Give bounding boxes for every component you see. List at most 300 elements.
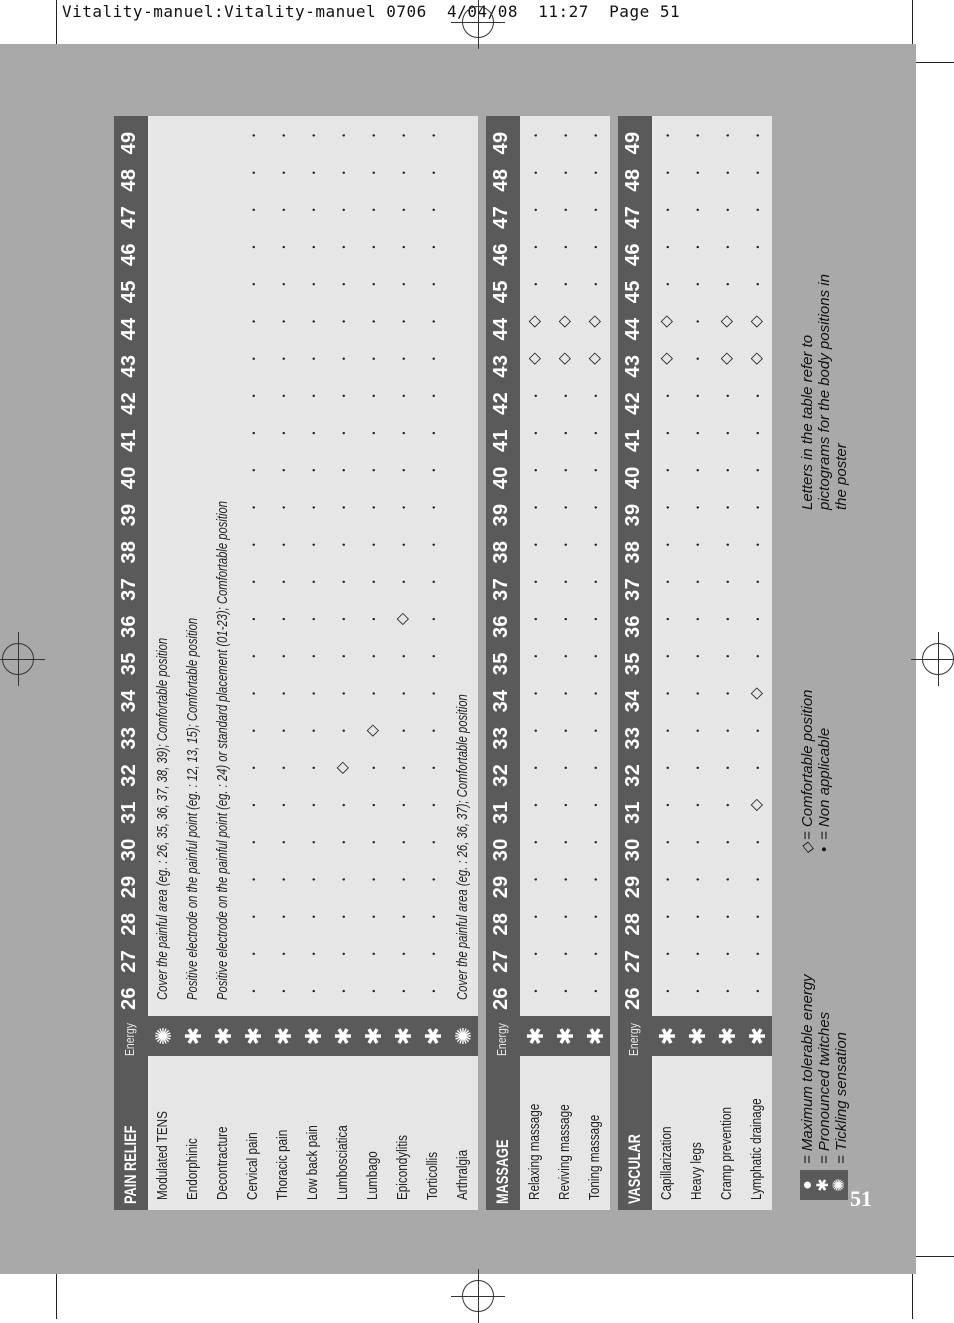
- non-applicable-icon: [358, 600, 388, 638]
- non-applicable-icon: [238, 191, 268, 229]
- non-applicable-icon: [358, 786, 388, 824]
- section-header: [114, 116, 148, 1210]
- non-applicable-icon: [652, 488, 682, 526]
- non-applicable-icon: [238, 637, 268, 675]
- legend-text: = Tickling sensation: [833, 1031, 850, 1164]
- position-number: 39: [490, 503, 512, 527]
- non-applicable-icon: [298, 712, 328, 750]
- position-number: 47: [622, 205, 644, 229]
- non-applicable-icon: [388, 302, 418, 340]
- program-name: Decontracture: [214, 1126, 231, 1200]
- non-applicable-icon: [712, 228, 742, 266]
- non-applicable-icon: [550, 191, 580, 229]
- non-applicable-icon: [682, 674, 712, 712]
- position-number: 46: [490, 243, 512, 266]
- pronounced-twitches-icon: ✱: [742, 1016, 772, 1056]
- non-applicable-icon: [268, 228, 298, 266]
- non-applicable-icon: [418, 451, 448, 489]
- non-applicable-icon: [238, 228, 268, 266]
- non-applicable-icon: [550, 451, 580, 489]
- program-name: Lymphatic drainage: [748, 1098, 765, 1200]
- program-name: Cramp prevention: [718, 1106, 735, 1200]
- non-applicable-icon: [580, 972, 610, 1010]
- non-applicable-icon: [328, 712, 358, 750]
- non-applicable-icon: [550, 786, 580, 824]
- position-number: 43: [118, 354, 140, 378]
- non-applicable-icon: [298, 823, 328, 861]
- non-applicable-icon: [328, 637, 358, 675]
- comfortable-position-icon: [580, 302, 610, 340]
- non-applicable-icon: [550, 488, 580, 526]
- non-applicable-icon: [238, 302, 268, 340]
- position-number: 40: [118, 466, 140, 490]
- non-applicable-icon: [358, 823, 388, 861]
- non-applicable-icon: [712, 154, 742, 192]
- non-applicable-icon: [550, 563, 580, 601]
- position-number: 27: [118, 949, 140, 973]
- non-applicable-icon: [358, 302, 388, 340]
- non-applicable-icon: [238, 451, 268, 489]
- non-applicable-icon: [418, 712, 448, 750]
- non-applicable-icon: [580, 191, 610, 229]
- table-row: [148, 116, 178, 1210]
- non-applicable-icon: [328, 340, 358, 378]
- position-number: 33: [622, 726, 644, 750]
- non-applicable-icon: [520, 712, 550, 750]
- position-number: 38: [622, 540, 644, 564]
- non-applicable-icon: [550, 526, 580, 564]
- pronounced-twitches-icon: ✱: [358, 1016, 388, 1056]
- non-applicable-icon: [268, 414, 298, 452]
- non-applicable-icon: [418, 637, 448, 675]
- non-applicable-icon: [550, 749, 580, 787]
- non-applicable-icon: [238, 116, 268, 154]
- crop-mark: [56, 0, 57, 46]
- non-applicable-icon: [550, 898, 580, 936]
- table-row: [208, 116, 238, 1210]
- non-applicable-icon: [682, 749, 712, 787]
- non-applicable-icon: [418, 488, 448, 526]
- table-row: [388, 116, 418, 1210]
- non-applicable-icon: [418, 972, 448, 1010]
- non-applicable-icon: [358, 191, 388, 229]
- position-number: 34: [490, 689, 512, 713]
- position-number: 33: [118, 726, 140, 750]
- non-applicable-icon: [580, 712, 610, 750]
- non-applicable-icon: [550, 972, 580, 1010]
- program-name: Toning massage: [586, 1114, 603, 1200]
- table-row: [652, 116, 682, 1210]
- section-title: PAIN RELIEF: [121, 1125, 140, 1204]
- table-row: [418, 116, 448, 1210]
- comfortable-position-icon: [652, 340, 682, 378]
- non-applicable-icon: [358, 340, 388, 378]
- comfortable-position-icon: [742, 786, 772, 824]
- non-applicable-icon: [712, 674, 742, 712]
- table-row: [520, 116, 550, 1210]
- non-applicable-icon: [388, 972, 418, 1010]
- position-number: 36: [118, 615, 140, 638]
- non-applicable-icon: [682, 563, 712, 601]
- non-applicable-icon: [328, 154, 358, 192]
- non-applicable-icon: [580, 228, 610, 266]
- non-applicable-icon: [358, 749, 388, 787]
- pronounced-twitches-icon: ✱: [298, 1016, 328, 1056]
- table-row: [298, 116, 328, 1210]
- non-applicable-icon: [742, 265, 772, 303]
- non-applicable-icon: [298, 377, 328, 415]
- non-applicable-icon: [520, 749, 550, 787]
- non-applicable-icon: [238, 414, 268, 452]
- non-applicable-icon: [238, 823, 268, 861]
- non-applicable-icon: [520, 972, 550, 1010]
- non-applicable-icon: [268, 637, 298, 675]
- program-name: Arthralgia: [454, 1149, 471, 1200]
- non-applicable-icon: [358, 526, 388, 564]
- non-applicable-icon: [388, 377, 418, 415]
- pronounced-twitches-icon: ✱: [178, 1016, 208, 1056]
- pronounced-twitches-icon: ✱: [208, 1016, 238, 1056]
- non-applicable-icon: [742, 563, 772, 601]
- crop-mark: [56, 1272, 57, 1319]
- non-applicable-icon: [418, 302, 448, 340]
- comfortable-position-icon: [712, 302, 742, 340]
- program-name: Endorphinic: [184, 1138, 201, 1200]
- non-applicable-icon: [418, 228, 448, 266]
- non-applicable-icon: [520, 823, 550, 861]
- non-applicable-icon: [238, 265, 268, 303]
- non-applicable-icon: [388, 563, 418, 601]
- non-applicable-icon: [550, 265, 580, 303]
- non-applicable-icon: [268, 340, 298, 378]
- non-applicable-icon: [268, 191, 298, 229]
- registration-mark-icon: [462, 1280, 494, 1312]
- non-applicable-icon: [298, 302, 328, 340]
- non-applicable-icon: [742, 228, 772, 266]
- non-applicable-icon: [268, 488, 298, 526]
- crop-mark: [912, 0, 913, 46]
- non-applicable-icon: [682, 823, 712, 861]
- non-applicable-icon: [298, 488, 328, 526]
- non-applicable-icon: [328, 823, 358, 861]
- non-applicable-icon: [298, 340, 328, 378]
- non-applicable-icon: [682, 526, 712, 564]
- non-applicable-icon: [652, 935, 682, 973]
- non-applicable-icon: [580, 786, 610, 824]
- pronounced-twitches-icon: ✱: [712, 1016, 742, 1056]
- non-applicable-icon: [580, 600, 610, 638]
- non-applicable-icon: [328, 265, 358, 303]
- comfortable-position-icon: [388, 600, 418, 638]
- non-applicable-icon: [520, 414, 550, 452]
- legend-text: = Comfortable position: [799, 689, 816, 840]
- non-applicable-icon: [238, 526, 268, 564]
- pronounced-twitches-icon: ✱: [388, 1016, 418, 1056]
- program-name: Capillarization: [658, 1126, 675, 1200]
- non-applicable-icon: [580, 488, 610, 526]
- program-name: Thoracic pain: [274, 1129, 291, 1200]
- non-applicable-icon: [268, 674, 298, 712]
- energy-label: Energy: [626, 1023, 641, 1056]
- position-number: 26: [490, 987, 512, 1010]
- non-applicable-icon: [550, 860, 580, 898]
- non-applicable-icon: [238, 935, 268, 973]
- non-applicable-icon: [418, 898, 448, 936]
- position-number: 32: [118, 763, 140, 787]
- non-applicable-icon: [742, 972, 772, 1010]
- non-applicable-icon: [712, 935, 742, 973]
- non-applicable-icon: [712, 972, 742, 1010]
- non-applicable-icon: [388, 488, 418, 526]
- tickling-sensation-icon: ✺: [148, 1016, 178, 1056]
- non-applicable-icon: [268, 600, 298, 638]
- non-applicable-icon: [358, 488, 388, 526]
- position-number: 40: [490, 466, 512, 490]
- non-applicable-icon: [418, 935, 448, 973]
- non-applicable-icon: [742, 749, 772, 787]
- section-header: [486, 116, 520, 1210]
- position-number: 35: [118, 652, 140, 676]
- section-title: VASCULAR: [625, 1134, 644, 1204]
- position-number: 47: [118, 205, 140, 229]
- non-applicable-icon: [238, 898, 268, 936]
- registration-mark-icon: [462, 6, 494, 38]
- non-applicable-icon: [388, 823, 418, 861]
- non-applicable-icon: [652, 116, 682, 154]
- pronounced-twitches-icon: ✱: [550, 1016, 580, 1056]
- non-applicable-icon: [328, 191, 358, 229]
- non-applicable-icon: [358, 451, 388, 489]
- table-row: [328, 116, 358, 1210]
- legend-text: = Non applicable: [816, 727, 833, 840]
- non-applicable-icon: [580, 154, 610, 192]
- pronounced-twitches-icon: ✱: [652, 1016, 682, 1056]
- non-applicable-icon: [580, 749, 610, 787]
- position-number: 44: [490, 317, 512, 341]
- non-applicable-icon: [550, 674, 580, 712]
- non-applicable-icon: [652, 749, 682, 787]
- non-applicable-icon: [328, 228, 358, 266]
- non-applicable-icon: [268, 860, 298, 898]
- non-applicable-icon: [580, 451, 610, 489]
- non-applicable-icon: [520, 674, 550, 712]
- non-applicable-icon: [652, 823, 682, 861]
- energy-label: Energy: [494, 1023, 509, 1056]
- non-applicable-icon: [298, 898, 328, 936]
- program-name: Modulated TENS: [154, 1111, 171, 1200]
- non-applicable-icon: [712, 563, 742, 601]
- placement-note: Cover the painful area (eg. : 26, 36, 37); Comfortable position: [454, 694, 471, 1000]
- placement-note: Positive electrode on the painful point (eg. : 12, 13, 15); Comfortable position: [184, 617, 201, 1000]
- non-applicable-icon: [652, 860, 682, 898]
- position-number: 49: [490, 131, 512, 155]
- position-number: 30: [622, 838, 644, 862]
- position-number: 32: [490, 763, 512, 787]
- non-applicable-icon: [418, 674, 448, 712]
- position-number: 41: [622, 429, 644, 452]
- position-number: 42: [622, 391, 644, 415]
- non-applicable-icon: [742, 935, 772, 973]
- non-applicable-icon: [580, 265, 610, 303]
- non-applicable-icon: [388, 674, 418, 712]
- non-applicable-icon: [268, 377, 298, 415]
- table-row: [550, 116, 580, 1210]
- non-applicable-icon: [328, 377, 358, 415]
- non-applicable-icon: [550, 228, 580, 266]
- legend-text: Letters in the table refer to: [799, 334, 816, 510]
- non-applicable-icon: [328, 488, 358, 526]
- non-applicable-icon: [580, 377, 610, 415]
- position-number: 36: [622, 615, 644, 638]
- non-applicable-icon: [520, 377, 550, 415]
- non-applicable-icon: [238, 154, 268, 192]
- non-applicable-icon: [742, 898, 772, 936]
- position-number: 31: [118, 801, 140, 824]
- non-applicable-icon: [388, 228, 418, 266]
- position-number: 28: [118, 912, 140, 936]
- non-applicable-icon: [550, 377, 580, 415]
- non-applicable-icon: [520, 637, 550, 675]
- non-applicable-icon: [550, 637, 580, 675]
- non-applicable-icon: [238, 860, 268, 898]
- non-applicable-icon: [652, 228, 682, 266]
- non-applicable-icon: [682, 935, 712, 973]
- non-applicable-icon: [682, 860, 712, 898]
- non-applicable-icon: [712, 451, 742, 489]
- non-applicable-icon: [358, 377, 388, 415]
- non-applicable-icon: [652, 898, 682, 936]
- non-applicable-icon: [712, 526, 742, 564]
- non-applicable-icon: [520, 488, 550, 526]
- non-applicable-icon: [682, 898, 712, 936]
- position-number: 29: [622, 875, 644, 899]
- non-applicable-icon: [418, 116, 448, 154]
- program-name: Lumbago: [364, 1151, 381, 1200]
- position-number: 39: [118, 503, 140, 527]
- non-applicable-icon: [520, 191, 550, 229]
- non-applicable-icon: [358, 265, 388, 303]
- non-applicable-icon: [652, 563, 682, 601]
- comfortable-position-icon: [742, 340, 772, 378]
- non-applicable-icon: [742, 488, 772, 526]
- non-applicable-icon: [238, 488, 268, 526]
- non-applicable-icon: [238, 712, 268, 750]
- comfortable-position-icon: [580, 340, 610, 378]
- non-applicable-icon: [238, 786, 268, 824]
- table-row: [448, 116, 478, 1210]
- non-applicable-icon: [418, 563, 448, 601]
- non-applicable-icon: [298, 749, 328, 787]
- non-applicable-icon: [520, 265, 550, 303]
- position-number: 46: [118, 243, 140, 266]
- non-applicable-icon: [328, 972, 358, 1010]
- non-applicable-icon: [418, 154, 448, 192]
- non-applicable-icon: [682, 265, 712, 303]
- non-applicable-icon: [712, 377, 742, 415]
- non-applicable-icon: [358, 116, 388, 154]
- non-applicable-icon: [520, 898, 550, 936]
- non-applicable-icon: [418, 340, 448, 378]
- position-number: 29: [490, 875, 512, 899]
- non-applicable-icon: [682, 712, 712, 750]
- non-applicable-icon: [580, 116, 610, 154]
- program-name: Relaxing massage: [526, 1103, 543, 1200]
- comfortable-position-icon: [520, 340, 550, 378]
- position-number: 42: [118, 391, 140, 415]
- section-title: MASSAGE: [493, 1139, 512, 1204]
- non-applicable-icon: [712, 637, 742, 675]
- non-applicable-icon: [328, 563, 358, 601]
- non-applicable-icon: [388, 712, 418, 750]
- position-number: 28: [622, 912, 644, 936]
- position-number: 29: [118, 875, 140, 899]
- non-applicable-icon: [520, 116, 550, 154]
- non-applicable-icon: [388, 116, 418, 154]
- non-applicable-icon: [238, 340, 268, 378]
- table-row: [682, 116, 712, 1210]
- comfortable-position-icon: [358, 712, 388, 750]
- program-table: [114, 116, 850, 1210]
- non-applicable-icon: [388, 749, 418, 787]
- non-applicable-icon: [682, 154, 712, 192]
- program-name: Lumbosciatica: [334, 1125, 351, 1200]
- non-applicable-icon: [682, 191, 712, 229]
- non-applicable-icon: [712, 749, 742, 787]
- position-number: 27: [622, 949, 644, 973]
- non-applicable-icon: [418, 600, 448, 638]
- position-number: 46: [622, 243, 644, 266]
- pronounced-twitches-icon: ✱: [682, 1016, 712, 1056]
- non-applicable-icon: [652, 451, 682, 489]
- position-number: 30: [490, 838, 512, 862]
- non-applicable-icon: [652, 526, 682, 564]
- position-number: 31: [622, 801, 644, 824]
- position-number: 44: [118, 317, 140, 341]
- non-applicable-icon: [268, 526, 298, 564]
- non-applicable-icon: [712, 265, 742, 303]
- non-applicable-icon: [268, 116, 298, 154]
- non-applicable-icon: [388, 451, 418, 489]
- table-row: [238, 116, 268, 1210]
- non-applicable-icon: [520, 935, 550, 973]
- non-applicable-icon: [742, 860, 772, 898]
- non-applicable-icon: [298, 637, 328, 675]
- non-applicable-icon: [358, 972, 388, 1010]
- non-applicable-icon: [388, 154, 418, 192]
- non-applicable-icon: [358, 563, 388, 601]
- non-applicable-icon: [298, 600, 328, 638]
- non-applicable-icon: [238, 749, 268, 787]
- non-applicable-icon: [298, 786, 328, 824]
- position-number: 42: [490, 391, 512, 415]
- non-applicable-icon: [298, 116, 328, 154]
- position-number: 35: [622, 652, 644, 676]
- non-applicable-icon: [742, 637, 772, 675]
- non-applicable-icon: [580, 898, 610, 936]
- non-applicable-icon: [682, 488, 712, 526]
- position-number: 30: [118, 838, 140, 862]
- crop-mark: [912, 1256, 954, 1257]
- non-applicable-icon: [580, 860, 610, 898]
- comfortable-position-icon: ◇: [799, 842, 816, 854]
- non-applicable-icon: [520, 451, 550, 489]
- crop-mark: [912, 1272, 913, 1319]
- non-applicable-icon: [652, 154, 682, 192]
- non-applicable-icon: [520, 860, 550, 898]
- position-number: 38: [490, 540, 512, 564]
- non-applicable-icon: [742, 526, 772, 564]
- program-name: Epicondylitis: [394, 1134, 411, 1200]
